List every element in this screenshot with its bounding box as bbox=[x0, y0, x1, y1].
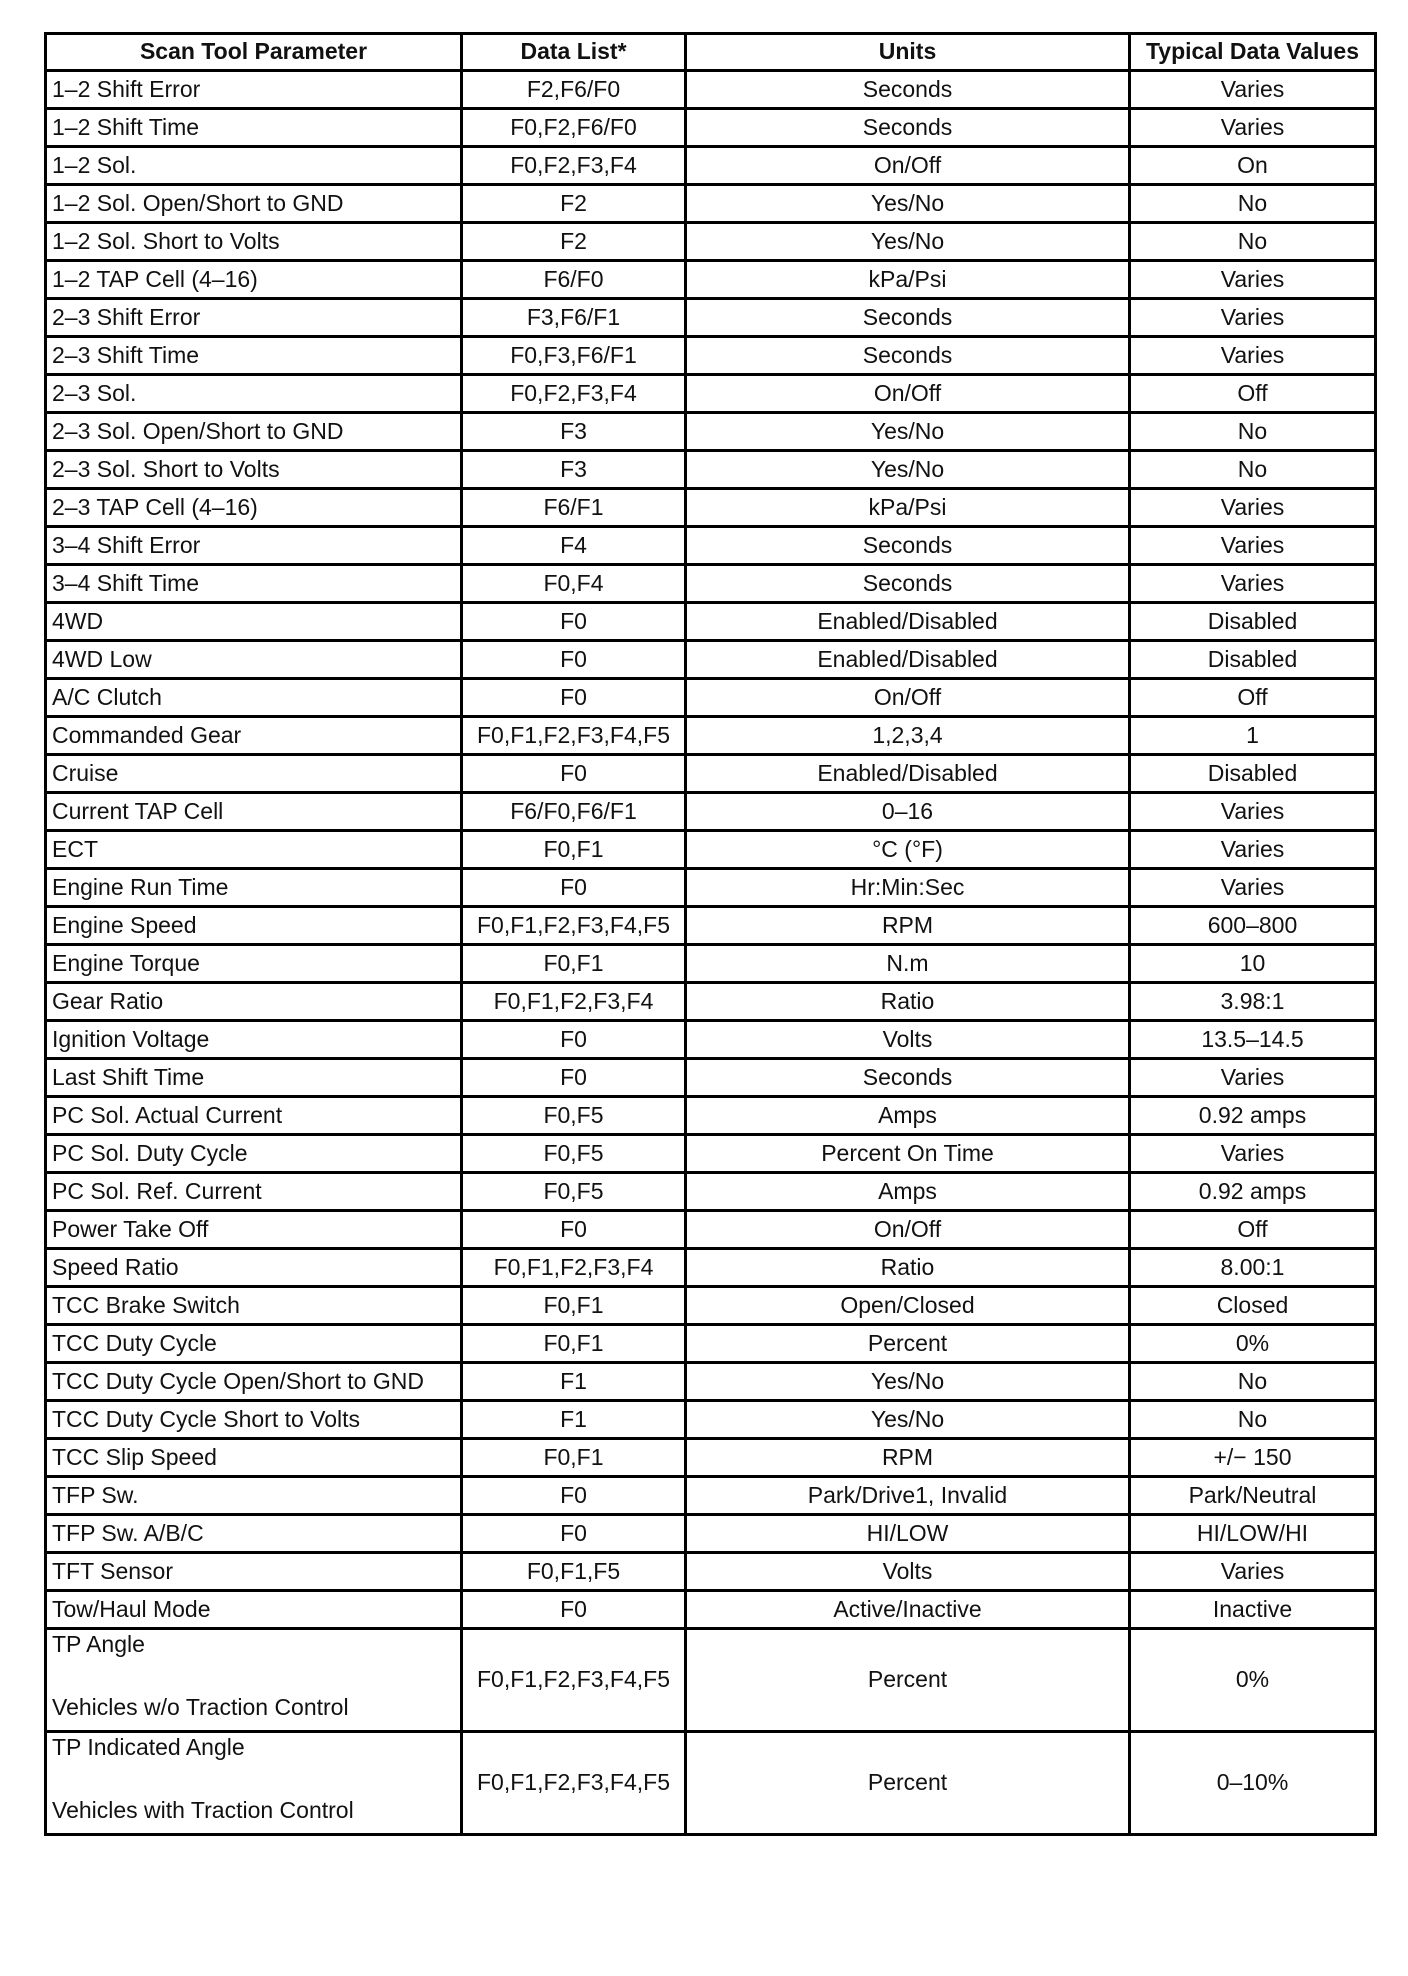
cell-units: On/Off bbox=[686, 147, 1130, 185]
table-row bbox=[46, 489, 1376, 527]
cell-units: On/Off bbox=[686, 1211, 1130, 1249]
cell-data-list: F0,F1,F2,F3,F4,F5 bbox=[462, 1629, 686, 1732]
parameter-note: Vehicles with Traction Control bbox=[52, 1797, 354, 1824]
cell-units: Open/Closed bbox=[686, 1287, 1130, 1325]
table-row bbox=[46, 565, 1376, 603]
cell-units: N.m bbox=[686, 945, 1130, 983]
cell-units: RPM bbox=[686, 1439, 1130, 1477]
cell-data-list: F0 bbox=[462, 755, 686, 793]
cell-units: HI/LOW bbox=[686, 1515, 1130, 1553]
cell-parameter: Speed Ratio bbox=[46, 1249, 462, 1287]
cell-parameter: TFT Sensor bbox=[46, 1553, 462, 1591]
cell-units: Yes/No bbox=[686, 1363, 1130, 1401]
table-row bbox=[46, 261, 1376, 299]
cell-units: Yes/No bbox=[686, 185, 1130, 223]
table-row bbox=[46, 185, 1376, 223]
cell-data-list: F0,F4 bbox=[462, 565, 686, 603]
cell-units: kPa/Psi bbox=[686, 489, 1130, 527]
cell-units: 0–16 bbox=[686, 793, 1130, 831]
table-row bbox=[46, 527, 1376, 565]
cell-data-list: F3 bbox=[462, 451, 686, 489]
cell-typical-value: Varies bbox=[1130, 337, 1376, 375]
cell-parameter: TCC Brake Switch bbox=[46, 1287, 462, 1325]
cell-data-list: F1 bbox=[462, 1401, 686, 1439]
table-row bbox=[46, 1249, 1376, 1287]
cell-typical-value: Varies bbox=[1130, 1553, 1376, 1591]
cell-typical-value: Disabled bbox=[1130, 755, 1376, 793]
cell-data-list: F0 bbox=[462, 1211, 686, 1249]
cell-units: Volts bbox=[686, 1021, 1130, 1059]
table-row bbox=[46, 983, 1376, 1021]
cell-typical-value: Varies bbox=[1130, 1135, 1376, 1173]
table-row bbox=[46, 1732, 1376, 1835]
cell-units: Seconds bbox=[686, 299, 1130, 337]
cell-parameter: 2–3 TAP Cell (4–16) bbox=[46, 489, 462, 527]
cell-data-list: F6/F0 bbox=[462, 261, 686, 299]
cell-parameter: TCC Slip Speed bbox=[46, 1439, 462, 1477]
cell-data-list: F0,F1,F2,F3,F4,F5 bbox=[462, 1732, 686, 1835]
cell-units: 1,2,3,4 bbox=[686, 717, 1130, 755]
cell-parameter: 2–3 Shift Error bbox=[46, 299, 462, 337]
cell-parameter: 2–3 Sol. Open/Short to GND bbox=[46, 413, 462, 451]
cell-parameter: Engine Speed bbox=[46, 907, 462, 945]
cell-data-list: F0,F2,F3,F4 bbox=[462, 147, 686, 185]
cell-data-list: F0 bbox=[462, 869, 686, 907]
header-data-list: Data List* bbox=[462, 34, 686, 71]
table-row bbox=[46, 793, 1376, 831]
cell-data-list: F0 bbox=[462, 1591, 686, 1629]
cell-units: On/Off bbox=[686, 679, 1130, 717]
cell-typical-value: Disabled bbox=[1130, 641, 1376, 679]
parameter-name: TP Angle bbox=[52, 1631, 145, 1657]
table-row bbox=[46, 1021, 1376, 1059]
cell-typical-value: 600–800 bbox=[1130, 907, 1376, 945]
table-row bbox=[46, 1401, 1376, 1439]
cell-data-list: F0 bbox=[462, 1021, 686, 1059]
header-parameter: Scan Tool Parameter bbox=[46, 34, 462, 71]
cell-parameter bbox=[46, 1732, 462, 1835]
cell-data-list: F0,F3,F6/F1 bbox=[462, 337, 686, 375]
cell-data-list: F0 bbox=[462, 1515, 686, 1553]
cell-parameter: 2–3 Sol. bbox=[46, 375, 462, 413]
table-row bbox=[46, 603, 1376, 641]
cell-units: Hr:Min:Sec bbox=[686, 869, 1130, 907]
table-row bbox=[46, 1173, 1376, 1211]
table-row bbox=[46, 337, 1376, 375]
parameter-name: TP Indicated Angle bbox=[52, 1734, 245, 1760]
cell-units: Ratio bbox=[686, 983, 1130, 1021]
parameter-note: Vehicles w/o Traction Control bbox=[52, 1694, 349, 1721]
table-row bbox=[46, 641, 1376, 679]
cell-typical-value: 13.5–14.5 bbox=[1130, 1021, 1376, 1059]
cell-data-list: F6/F1 bbox=[462, 489, 686, 527]
cell-typical-value: 0.92 amps bbox=[1130, 1173, 1376, 1211]
cell-typical-value: Varies bbox=[1130, 71, 1376, 109]
cell-parameter: 1–2 Shift Time bbox=[46, 109, 462, 147]
cell-data-list: F0 bbox=[462, 603, 686, 641]
cell-parameter: Engine Torque bbox=[46, 945, 462, 983]
cell-typical-value: On bbox=[1130, 147, 1376, 185]
cell-data-list: F0,F1 bbox=[462, 1287, 686, 1325]
header-units: Units bbox=[686, 34, 1130, 71]
cell-data-list: F0,F1 bbox=[462, 1325, 686, 1363]
cell-typical-value: Varies bbox=[1130, 109, 1376, 147]
cell-typical-value: No bbox=[1130, 185, 1376, 223]
cell-typical-value: Varies bbox=[1130, 565, 1376, 603]
cell-parameter: 1–2 Sol. bbox=[46, 147, 462, 185]
cell-units: Amps bbox=[686, 1097, 1130, 1135]
cell-data-list: F0,F1 bbox=[462, 831, 686, 869]
cell-data-list: F0,F1,F5 bbox=[462, 1553, 686, 1591]
cell-parameter: 1–2 TAP Cell (4–16) bbox=[46, 261, 462, 299]
table-body bbox=[46, 71, 1376, 1835]
scan-tool-data-table bbox=[44, 32, 1377, 1836]
cell-data-list: F0,F1,F2,F3,F4 bbox=[462, 1249, 686, 1287]
cell-units: Percent bbox=[686, 1732, 1130, 1835]
cell-typical-value: HI/LOW/HI bbox=[1130, 1515, 1376, 1553]
cell-units: Seconds bbox=[686, 565, 1130, 603]
cell-data-list: F3 bbox=[462, 413, 686, 451]
cell-typical-value: Varies bbox=[1130, 299, 1376, 337]
cell-parameter: Power Take Off bbox=[46, 1211, 462, 1249]
cell-data-list: F0 bbox=[462, 1059, 686, 1097]
table-row bbox=[46, 223, 1376, 261]
cell-units: Amps bbox=[686, 1173, 1130, 1211]
cell-units: Percent bbox=[686, 1325, 1130, 1363]
cell-typical-value: 8.00:1 bbox=[1130, 1249, 1376, 1287]
cell-units: Seconds bbox=[686, 71, 1130, 109]
table-row bbox=[46, 1363, 1376, 1401]
cell-units: Percent On Time bbox=[686, 1135, 1130, 1173]
table-row bbox=[46, 1629, 1376, 1732]
cell-data-list: F0,F5 bbox=[462, 1097, 686, 1135]
table-row bbox=[46, 679, 1376, 717]
cell-parameter: Gear Ratio bbox=[46, 983, 462, 1021]
cell-parameter: Current TAP Cell bbox=[46, 793, 462, 831]
cell-typical-value: 1 bbox=[1130, 717, 1376, 755]
cell-data-list: F0,F1,F2,F3,F4 bbox=[462, 983, 686, 1021]
cell-typical-value: 0% bbox=[1130, 1629, 1376, 1732]
cell-typical-value: Off bbox=[1130, 1211, 1376, 1249]
table-row bbox=[46, 375, 1376, 413]
table-row bbox=[46, 1135, 1376, 1173]
cell-data-list: F0,F2,F6/F0 bbox=[462, 109, 686, 147]
cell-data-list: F0,F1,F2,F3,F4,F5 bbox=[462, 717, 686, 755]
table-header-row bbox=[46, 34, 1376, 71]
cell-parameter: Cruise bbox=[46, 755, 462, 793]
table-row bbox=[46, 1591, 1376, 1629]
cell-units: Percent bbox=[686, 1629, 1130, 1732]
cell-typical-value: Park/Neutral bbox=[1130, 1477, 1376, 1515]
table-row bbox=[46, 1477, 1376, 1515]
cell-typical-value: Inactive bbox=[1130, 1591, 1376, 1629]
table-row bbox=[46, 451, 1376, 489]
cell-units: Yes/No bbox=[686, 223, 1130, 261]
cell-typical-value: No bbox=[1130, 1401, 1376, 1439]
table-row bbox=[46, 413, 1376, 451]
cell-units: kPa/Psi bbox=[686, 261, 1130, 299]
cell-data-list: F0,F5 bbox=[462, 1135, 686, 1173]
table-row bbox=[46, 907, 1376, 945]
cell-parameter: TCC Duty Cycle bbox=[46, 1325, 462, 1363]
table-row bbox=[46, 755, 1376, 793]
cell-data-list: F0,F1 bbox=[462, 945, 686, 983]
cell-typical-value: +/− 150 bbox=[1130, 1439, 1376, 1477]
cell-typical-value: Off bbox=[1130, 679, 1376, 717]
cell-parameter: 2–3 Sol. Short to Volts bbox=[46, 451, 462, 489]
cell-units: Enabled/Disabled bbox=[686, 603, 1130, 641]
table-row bbox=[46, 1097, 1376, 1135]
table-row bbox=[46, 1439, 1376, 1477]
cell-units: Seconds bbox=[686, 337, 1130, 375]
cell-typical-value: Disabled bbox=[1130, 603, 1376, 641]
cell-data-list: F0,F2,F3,F4 bbox=[462, 375, 686, 413]
cell-parameter: 4WD Low bbox=[46, 641, 462, 679]
table-row bbox=[46, 1515, 1376, 1553]
cell-typical-value: No bbox=[1130, 413, 1376, 451]
cell-units: Seconds bbox=[686, 109, 1130, 147]
cell-typical-value: Varies bbox=[1130, 831, 1376, 869]
cell-typical-value: Varies bbox=[1130, 793, 1376, 831]
cell-typical-value: Closed bbox=[1130, 1287, 1376, 1325]
cell-typical-value: Varies bbox=[1130, 1059, 1376, 1097]
cell-data-list: F2 bbox=[462, 185, 686, 223]
cell-units: RPM bbox=[686, 907, 1130, 945]
table-row bbox=[46, 1287, 1376, 1325]
table-row bbox=[46, 1553, 1376, 1591]
cell-data-list: F2 bbox=[462, 223, 686, 261]
cell-parameter: 1–2 Sol. Short to Volts bbox=[46, 223, 462, 261]
cell-units: Enabled/Disabled bbox=[686, 641, 1130, 679]
cell-parameter: A/C Clutch bbox=[46, 679, 462, 717]
cell-parameter: Last Shift Time bbox=[46, 1059, 462, 1097]
header-typical-values: Typical Data Values bbox=[1130, 34, 1376, 71]
cell-typical-value: 0–10% bbox=[1130, 1732, 1376, 1835]
cell-parameter: TCC Duty Cycle Short to Volts bbox=[46, 1401, 462, 1439]
table-row bbox=[46, 1211, 1376, 1249]
cell-typical-value: Varies bbox=[1130, 489, 1376, 527]
table-row bbox=[46, 109, 1376, 147]
cell-units: Yes/No bbox=[686, 413, 1130, 451]
cell-typical-value: No bbox=[1130, 1363, 1376, 1401]
cell-units: Enabled/Disabled bbox=[686, 755, 1130, 793]
cell-data-list: F6/F0,F6/F1 bbox=[462, 793, 686, 831]
cell-units: Yes/No bbox=[686, 451, 1130, 489]
cell-data-list: F0 bbox=[462, 641, 686, 679]
cell-typical-value: Varies bbox=[1130, 869, 1376, 907]
cell-parameter: Commanded Gear bbox=[46, 717, 462, 755]
cell-parameter: TCC Duty Cycle Open/Short to GND bbox=[46, 1363, 462, 1401]
cell-parameter: PC Sol. Ref. Current bbox=[46, 1173, 462, 1211]
cell-typical-value: No bbox=[1130, 223, 1376, 261]
cell-data-list: F2,F6/F0 bbox=[462, 71, 686, 109]
cell-parameter: PC Sol. Duty Cycle bbox=[46, 1135, 462, 1173]
table-row bbox=[46, 1325, 1376, 1363]
cell-parameter: 3–4 Shift Time bbox=[46, 565, 462, 603]
cell-parameter: TFP Sw. A/B/C bbox=[46, 1515, 462, 1553]
cell-typical-value: Varies bbox=[1130, 527, 1376, 565]
cell-units: Ratio bbox=[686, 1249, 1130, 1287]
cell-typical-value: 0.92 amps bbox=[1130, 1097, 1376, 1135]
cell-data-list: F1 bbox=[462, 1363, 686, 1401]
cell-typical-value: Varies bbox=[1130, 261, 1376, 299]
table-row bbox=[46, 869, 1376, 907]
cell-parameter: Engine Run Time bbox=[46, 869, 462, 907]
table-row bbox=[46, 299, 1376, 337]
cell-units: Volts bbox=[686, 1553, 1130, 1591]
table-row bbox=[46, 71, 1376, 109]
cell-units: °C (°F) bbox=[686, 831, 1130, 869]
cell-parameter bbox=[46, 1629, 462, 1732]
cell-parameter: 3–4 Shift Error bbox=[46, 527, 462, 565]
table-row bbox=[46, 147, 1376, 185]
cell-typical-value: No bbox=[1130, 451, 1376, 489]
table-row bbox=[46, 1059, 1376, 1097]
table-row bbox=[46, 945, 1376, 983]
cell-data-list: F0,F5 bbox=[462, 1173, 686, 1211]
cell-typical-value: 3.98:1 bbox=[1130, 983, 1376, 1021]
table-row bbox=[46, 717, 1376, 755]
cell-units: Seconds bbox=[686, 527, 1130, 565]
cell-parameter: Tow/Haul Mode bbox=[46, 1591, 462, 1629]
cell-data-list: F0 bbox=[462, 1477, 686, 1515]
cell-parameter: 1–2 Sol. Open/Short to GND bbox=[46, 185, 462, 223]
cell-data-list: F0 bbox=[462, 679, 686, 717]
cell-units: Yes/No bbox=[686, 1401, 1130, 1439]
cell-parameter: 1–2 Shift Error bbox=[46, 71, 462, 109]
cell-units: On/Off bbox=[686, 375, 1130, 413]
cell-parameter: ECT bbox=[46, 831, 462, 869]
cell-typical-value: 10 bbox=[1130, 945, 1376, 983]
cell-data-list: F4 bbox=[462, 527, 686, 565]
cell-typical-value: 0% bbox=[1130, 1325, 1376, 1363]
cell-data-list: F3,F6/F1 bbox=[462, 299, 686, 337]
table-row bbox=[46, 831, 1376, 869]
cell-parameter: PC Sol. Actual Current bbox=[46, 1097, 462, 1135]
cell-typical-value: Off bbox=[1130, 375, 1376, 413]
cell-units: Park/Drive1, Invalid bbox=[686, 1477, 1130, 1515]
cell-units: Seconds bbox=[686, 1059, 1130, 1097]
cell-data-list: F0,F1 bbox=[462, 1439, 686, 1477]
cell-parameter: 4WD bbox=[46, 603, 462, 641]
cell-data-list: F0,F1,F2,F3,F4,F5 bbox=[462, 907, 686, 945]
cell-parameter: Ignition Voltage bbox=[46, 1021, 462, 1059]
cell-units: Active/Inactive bbox=[686, 1591, 1130, 1629]
cell-parameter: TFP Sw. bbox=[46, 1477, 462, 1515]
cell-parameter: 2–3 Shift Time bbox=[46, 337, 462, 375]
